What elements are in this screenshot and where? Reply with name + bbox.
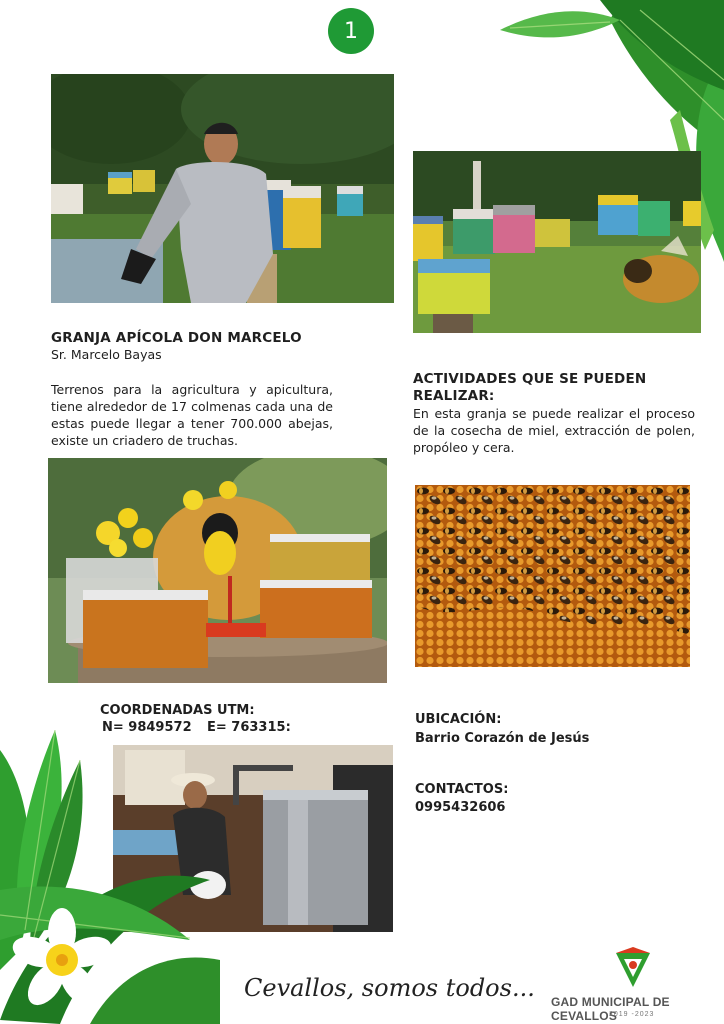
contacts-phone: 0995432606	[415, 800, 506, 815]
palm-leaves-bottom-left	[0, 730, 220, 1024]
activities-title-line2: REALIZAR:	[413, 388, 495, 404]
contacts-title: CONTACTOS:	[415, 782, 509, 797]
coordinate-east: E= 763315:	[207, 720, 291, 735]
coordinate-north: N= 9849572	[102, 720, 192, 735]
org-years: 2019 -2023	[609, 1011, 655, 1018]
location-title: UBICACIÓN:	[415, 712, 502, 727]
hives-photo	[413, 151, 701, 333]
coordinates-title: COORDENADAS UTM:	[100, 703, 255, 718]
honey-products-photo	[48, 458, 387, 683]
activities-title-line1: ACTIVIDADES QUE SE PUEDEN	[413, 371, 647, 387]
farm-title: GRANJA APÍCOLA DON MARCELO	[51, 330, 302, 346]
page-number-badge: 1	[328, 8, 374, 54]
farm-description: Terrenos para la agricultura y apicultura, tiene alrededor de 17 colmenas cada una de estas puede llegar a tener 700.000 abejas, existe un criadero de truchas.	[51, 382, 333, 448]
org-name: GAD MUNICIPAL DE CEVALLOS	[551, 995, 670, 1023]
signature-slogan: Cevallos, somos todos...	[244, 974, 535, 1002]
farm-owner: Sr. Marcelo Bayas	[51, 347, 162, 362]
beekeeper-photo	[51, 74, 394, 303]
activities-text: En esta granja se puede realizar el proceso de la cosecha de miel, extracción de polen, propóleo y cera.	[413, 406, 695, 455]
municipal-logo	[610, 945, 656, 991]
location-value: Barrio Corazón de Jesús	[415, 731, 590, 746]
honeycomb-bees-photo	[415, 485, 690, 667]
